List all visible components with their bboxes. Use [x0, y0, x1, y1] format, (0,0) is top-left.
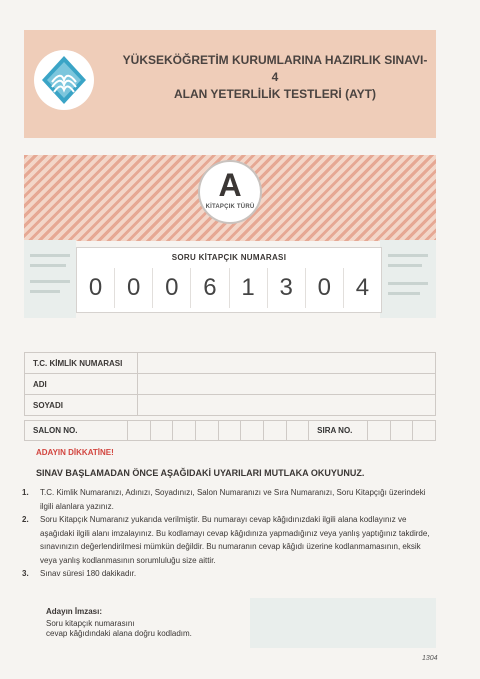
surname-row: [25, 395, 436, 416]
booklet-digit: 0: [305, 268, 343, 308]
booklet-digit: 0: [114, 268, 152, 308]
rule-item: [22, 567, 436, 581]
booklet-digit: 0: [88, 274, 103, 301]
exam-title-line1: YÜKSEKÖĞRETİM KURUMLARINA HAZIRLIK SINAVI-4: [122, 53, 428, 84]
salon-cell[interactable]: [195, 421, 218, 440]
salon-cell[interactable]: [286, 421, 309, 440]
rules-list: [22, 486, 436, 581]
exam-title: [120, 52, 430, 103]
booklet-number-title: SORU KİTAPÇIK NUMARASI: [171, 253, 287, 262]
booklet-number-box: [76, 247, 382, 313]
warning-heading: SINAV BAŞLAMADAN ÖNCE AŞAĞIDAKİ UYARILARI MUTLAKA OKUYUNUZ.: [36, 468, 365, 478]
salon-cell[interactable]: [240, 421, 263, 440]
surname-field[interactable]: [138, 395, 436, 416]
tc-field[interactable]: [138, 353, 436, 374]
signature-line2: cevap kâğıdındaki alana doğru kodladım.: [46, 629, 192, 638]
signature-title: Adayın İmzası:: [46, 607, 103, 616]
signature-line1: Soru kitapçık numarasını: [46, 619, 135, 628]
signature-box[interactable]: [36, 598, 250, 648]
tc-label: T.C. KİMLİK NUMARASI: [25, 353, 138, 374]
sira-cell[interactable]: [390, 421, 413, 440]
candidate-info-form: [24, 352, 436, 416]
rule-text: Soru Kitapçık Numaranız yukarıda verilmiştir. Bu numarayı cevap kâğıdınızdaki ilgili alana kodlayınız ve aşağıdaki ilgili alanı imzalayınız. Bu kodlamayı cevap kâğıdınıza yapmadığınız veya yanlış yaptığınız takdirde, sınavınızın değerlendirilmesi mümkün değildir. Bu numaranın cevap kâğıdı üzerine kodlanmamasının, eksik veya yanlış kodlanmasının sorumluluğu size aittir.: [40, 515, 430, 565]
salon-label: SALON NO.: [33, 426, 78, 435]
header-banner: [24, 30, 436, 138]
rule-number: 2.: [22, 515, 29, 524]
bleed-through-left: [24, 240, 76, 318]
booklet-type-letter: A: [218, 167, 242, 203]
surname-label: SOYADI: [25, 395, 138, 416]
name-field[interactable]: [138, 374, 436, 395]
salon-cell[interactable]: [263, 421, 286, 440]
exam-title-line2: ALAN YETERLİLİK TESTLERİ (AYT): [173, 87, 376, 101]
rule-text: T.C. Kimlik Numaranızı, Adınızı, Soyadınızı, Salon Numaranızı ve Sıra Numaranızı, Soru Kitapçığı üzerindeki ilgili alanlara yazınız.: [40, 488, 426, 511]
booklet-type-label: KİTAPÇIK TÜRÜ: [205, 204, 255, 210]
booklet-type-badge: [198, 160, 262, 224]
bleed-through-right: [380, 240, 436, 318]
tc-row: [25, 353, 436, 374]
book-logo-icon: [34, 50, 94, 110]
booklet-digit: 0: [152, 268, 190, 308]
rule-item: [22, 486, 436, 513]
name-label: ADI: [25, 374, 138, 395]
attention-heading: ADAYIN DİKKATİNE!: [36, 448, 114, 457]
booklet-digit: 4: [343, 268, 381, 308]
sira-cell[interactable]: [367, 421, 390, 440]
signature-area: [36, 598, 436, 648]
booklet-number-digits: [77, 268, 381, 308]
page-number: 1304: [422, 655, 438, 662]
salon-cell[interactable]: [218, 421, 241, 440]
rule-text: Sınav süresi 180 dakikadır.: [40, 569, 137, 578]
booklet-digit: 1: [229, 268, 267, 308]
salon-sira-row: [24, 420, 436, 441]
rule-number: 1.: [22, 488, 29, 497]
salon-cell[interactable]: [172, 421, 195, 440]
name-row: [25, 374, 436, 395]
booklet-digit: 6: [190, 268, 228, 308]
booklet-digit: 3: [267, 268, 305, 308]
salon-cell[interactable]: [150, 421, 173, 440]
rule-item: [22, 513, 436, 567]
salon-cell[interactable]: [127, 421, 150, 440]
rule-number: 3.: [22, 569, 29, 578]
sira-cell[interactable]: [412, 421, 435, 440]
sira-label: SIRA NO.: [308, 421, 367, 440]
